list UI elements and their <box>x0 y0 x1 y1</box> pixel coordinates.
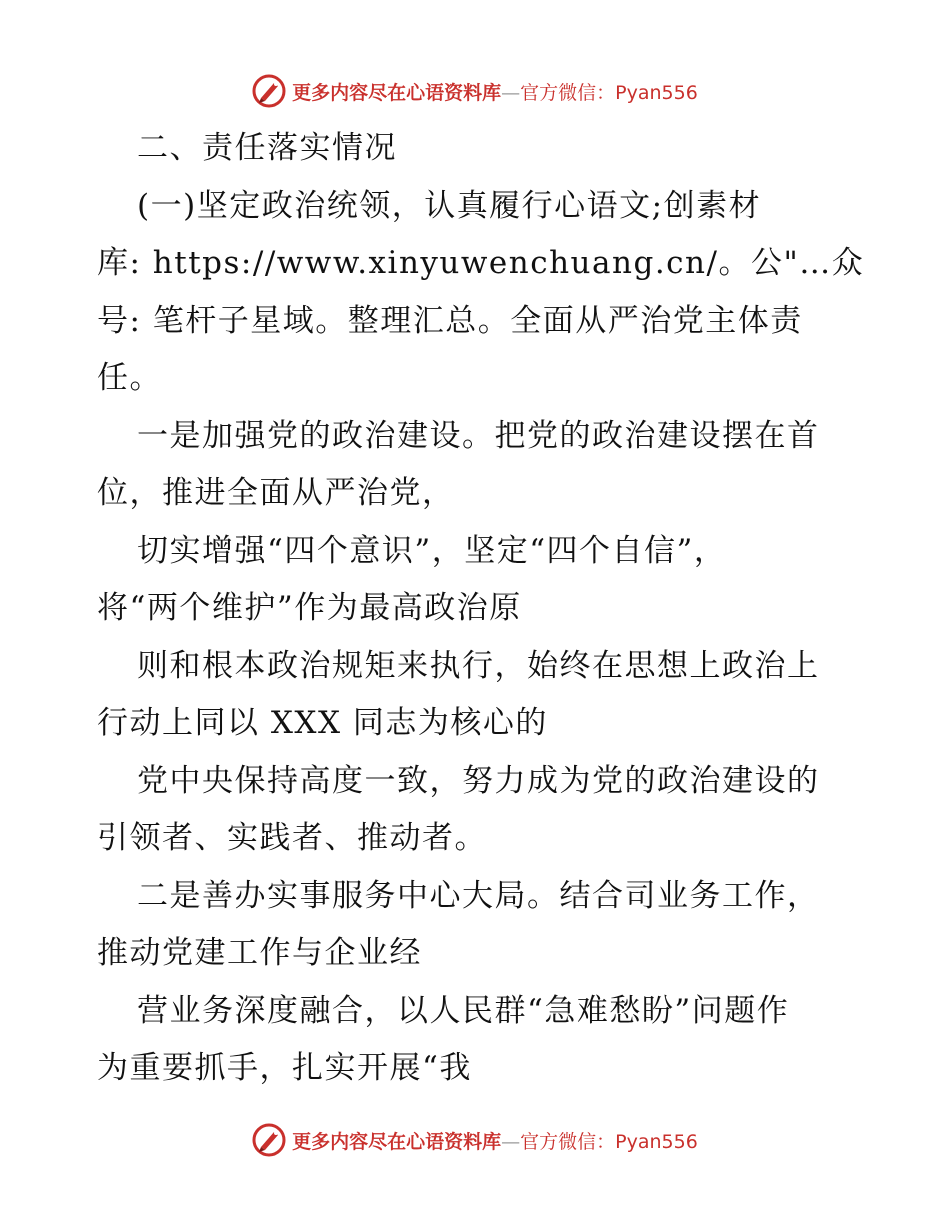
banner-separator: — <box>501 81 521 104</box>
paragraph-line: 将“两个维护”作为最高政治原 <box>97 590 522 626</box>
pen-logo-icon <box>252 74 286 108</box>
document-body <box>97 120 865 1098</box>
paragraph-line: 营业务深度融合，以人民群“急难愁盼”问题作 <box>137 992 790 1029</box>
paragraph-line: 一是加强党的政治建设。把党的政治建设摆在首 <box>137 417 820 454</box>
banner-main-text: 更多内容尽在心语资料库 <box>292 1130 502 1153</box>
paragraph-line: (一)坚定政治统领，认真履行心语文;创素材 <box>137 187 762 224</box>
banner-wechat-text: 官方微信：Pyan556 <box>520 81 698 104</box>
banner-main-text: 更多内容尽在心语资料库 <box>292 81 502 104</box>
paragraph-line: 则和根本政治规矩来执行，始终在思想上政治上 <box>137 647 820 684</box>
paragraph-line: 党中央保持高度一致，努力成为党的政治建设的 <box>137 762 820 799</box>
pen-logo-icon <box>252 1123 286 1157</box>
paragraph-line: 库: https://www.xinyuwenchuang.cn/。公"…众 <box>97 245 865 281</box>
paragraph-line: 为重要抓手，扎实开展“我 <box>97 1050 472 1086</box>
banner-text <box>292 78 698 105</box>
paragraph-line: 号: 笔杆子星域。整理汇总。全面从严治党主体责 <box>97 302 803 339</box>
paragraph-line: 引领者、实践者、推动者。 <box>97 820 487 856</box>
banner-separator: — <box>501 1130 521 1153</box>
banner-wechat-text: 官方微信：Pyan556 <box>520 1130 698 1153</box>
paragraph-line: 行动上同以 XXX 同志为核心的 <box>97 705 548 741</box>
paragraph-line: 任。 <box>97 360 162 396</box>
section-heading: 二、责任落实情况 <box>137 130 397 166</box>
paragraph-line: 位，推进全面从严治党， <box>97 475 455 511</box>
header-banner <box>0 71 950 111</box>
banner-text <box>292 1127 698 1154</box>
paragraph-line: 二是善办实事服务中心大局。结合司业务工作， <box>137 877 820 914</box>
footer-banner <box>0 1120 950 1160</box>
paragraph-line: 推动党建工作与企业经 <box>97 935 422 971</box>
paragraph-line: 切实增强“四个意识”，坚定“四个自信”， <box>137 532 727 569</box>
